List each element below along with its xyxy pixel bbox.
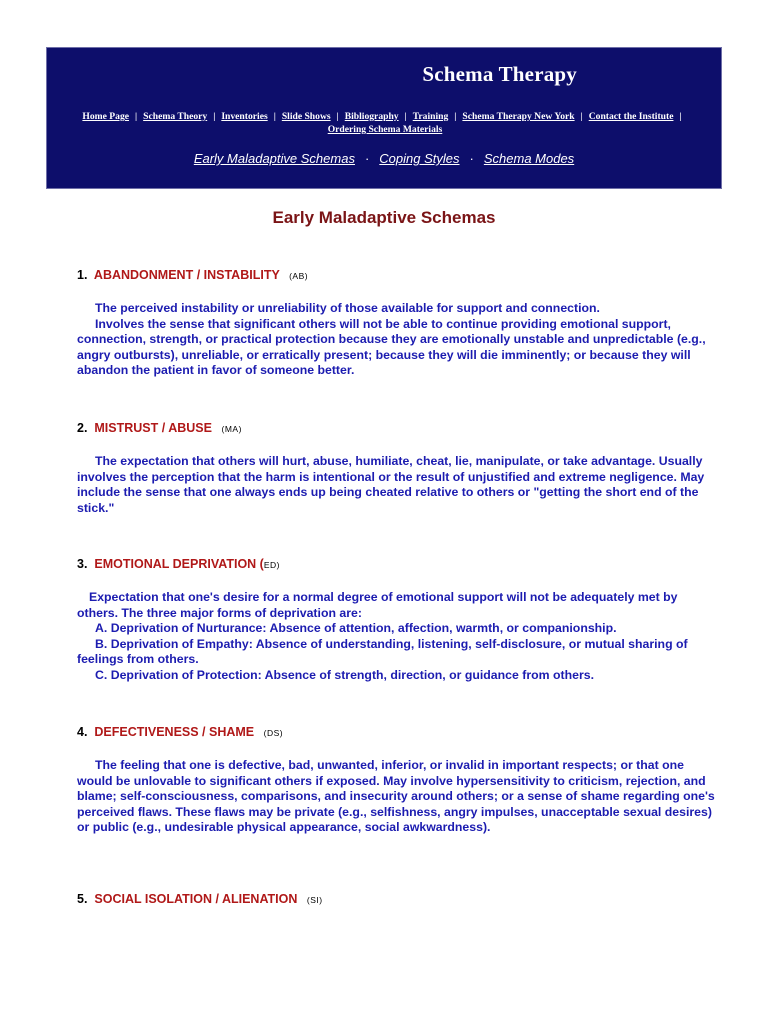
schema-heading	[77, 557, 717, 571]
subnav-early-maladaptive-schemas[interactable]: Early Maladaptive Schemas	[193, 151, 355, 166]
schema-section-social-isolation	[77, 892, 717, 906]
schema-abbreviation: (MA)	[221, 424, 242, 434]
schema-number: 3.	[77, 557, 88, 571]
schema-description	[77, 454, 717, 516]
schema-name: EMOTIONAL DEPRIVATION (	[94, 557, 264, 571]
subnav-separator: ·	[364, 151, 370, 166]
schema-paragraph: A. Deprivation of Nurturance: Absence of attention, affection, warmth, or companionship.	[95, 621, 617, 636]
schema-section-mistrust	[77, 421, 717, 516]
schema-number: 4.	[77, 725, 88, 739]
top-nav	[51, 110, 719, 136]
nav-slide-shows[interactable]: Slide Shows	[281, 111, 331, 122]
schema-section-emotional-deprivation	[77, 557, 717, 684]
schema-paragraph: The expectation that others will hurt, abuse, humiliate, cheat, lie, manipulate, or take advantage. Usually involves the perception that the harm is intentional or the result of unjustified and extreme negligence. May include the sense that one always ends up being cheated relative to others or "getting the short end of the stick."	[77, 454, 705, 515]
schema-name: ABANDONMENT / INSTABILITY	[93, 268, 280, 282]
schema-abbreviation: (SI)	[306, 895, 323, 905]
schema-description	[77, 301, 717, 379]
subnav-coping-styles[interactable]: Coping Styles	[379, 151, 460, 166]
nav-separator: |	[679, 111, 682, 122]
site-title: Schema Therapy	[422, 62, 577, 86]
schema-heading	[77, 725, 717, 739]
schema-heading	[77, 268, 717, 282]
schema-name: MISTRUST / ABUSE	[94, 421, 212, 435]
nav-ordering-materials[interactable]: Ordering Schema Materials	[327, 124, 443, 135]
schema-paragraph: C. Deprivation of Protection: Absence of strength, direction, or guidance from others.	[95, 667, 594, 682]
sub-nav	[47, 151, 721, 166]
nav-separator: |	[336, 111, 339, 122]
nav-contact-institute[interactable]: Contact the Institute	[588, 111, 674, 122]
nav-separator: |	[213, 111, 216, 122]
schema-paragraph: The feeling that one is defective, bad, unwanted, inferior, or invalid in important respects; or that one would be unlovable to significant others if exposed. May involve hypersensitivity to criticism, rejection, and blame; self-consciousness, comparisons, and insecurity around others; or a sense of shame regarding one's perceived flaws. These flaws may be private (e.g., selfishness, angry impulses, unacceptable sexual desires) or public (e.g., undesirable physical appearance, social awkwardness).	[77, 758, 715, 835]
nav-inventories[interactable]: Inventories	[221, 111, 268, 122]
schema-abbreviation: (DS)	[263, 728, 284, 738]
schema-paragraph: Involves the sense that significant others will not be able to continue providing emotional support, connection, strength, or practical protection because they are emotionally unstable and unpredictable (e.g., angry outbursts), unreliable, or erratically present; because they will die imminently; or because they will abandon the patient in favor of someone better.	[77, 316, 706, 378]
schema-section-defectiveness	[77, 725, 717, 836]
nav-home-page[interactable]: Home Page	[82, 111, 130, 122]
subnav-separator: ·	[469, 151, 474, 166]
site-header	[46, 47, 722, 189]
schema-paragraph: The perceived instability or unreliability of those available for support and connection.	[95, 301, 600, 315]
schema-number: 2.	[77, 421, 88, 435]
schema-heading	[77, 892, 717, 906]
schema-description	[77, 758, 717, 836]
nav-separator: |	[404, 111, 407, 122]
nav-schema-theory[interactable]: Schema Theory	[143, 111, 208, 122]
nav-training[interactable]: Training	[412, 111, 449, 122]
schema-heading	[77, 421, 717, 435]
nav-schema-therapy-new-york[interactable]: Schema Therapy New York	[462, 111, 575, 122]
schema-paragraph: B. Deprivation of Empathy: Absence of understanding, listening, self-disclosure, or mutual sharing of feelings from others.	[77, 636, 688, 667]
schema-name: SOCIAL ISOLATION / ALIENATION	[94, 892, 298, 906]
nav-separator: |	[580, 111, 583, 122]
schema-abbreviation: (AB)	[289, 271, 309, 281]
page-title: Early Maladaptive Schemas	[272, 208, 496, 227]
subnav-schema-modes[interactable]: Schema Modes	[483, 151, 575, 166]
nav-separator: |	[135, 111, 138, 122]
schema-section-abandonment	[77, 268, 717, 379]
nav-bibliography[interactable]: Bibliography	[344, 111, 399, 122]
schema-number: 5.	[77, 892, 88, 906]
schema-number: 1.	[77, 268, 88, 282]
schema-name: DEFECTIVENESS / SHAME	[94, 725, 255, 739]
schema-abbreviation: ED)	[263, 560, 280, 570]
schema-description	[77, 590, 717, 684]
nav-separator: |	[273, 111, 276, 122]
schema-paragraph: Expectation that one's desire for a normal degree of emotional support will not be adequately met by others. The three major forms of deprivation are:	[77, 590, 678, 620]
nav-separator: |	[454, 111, 457, 122]
